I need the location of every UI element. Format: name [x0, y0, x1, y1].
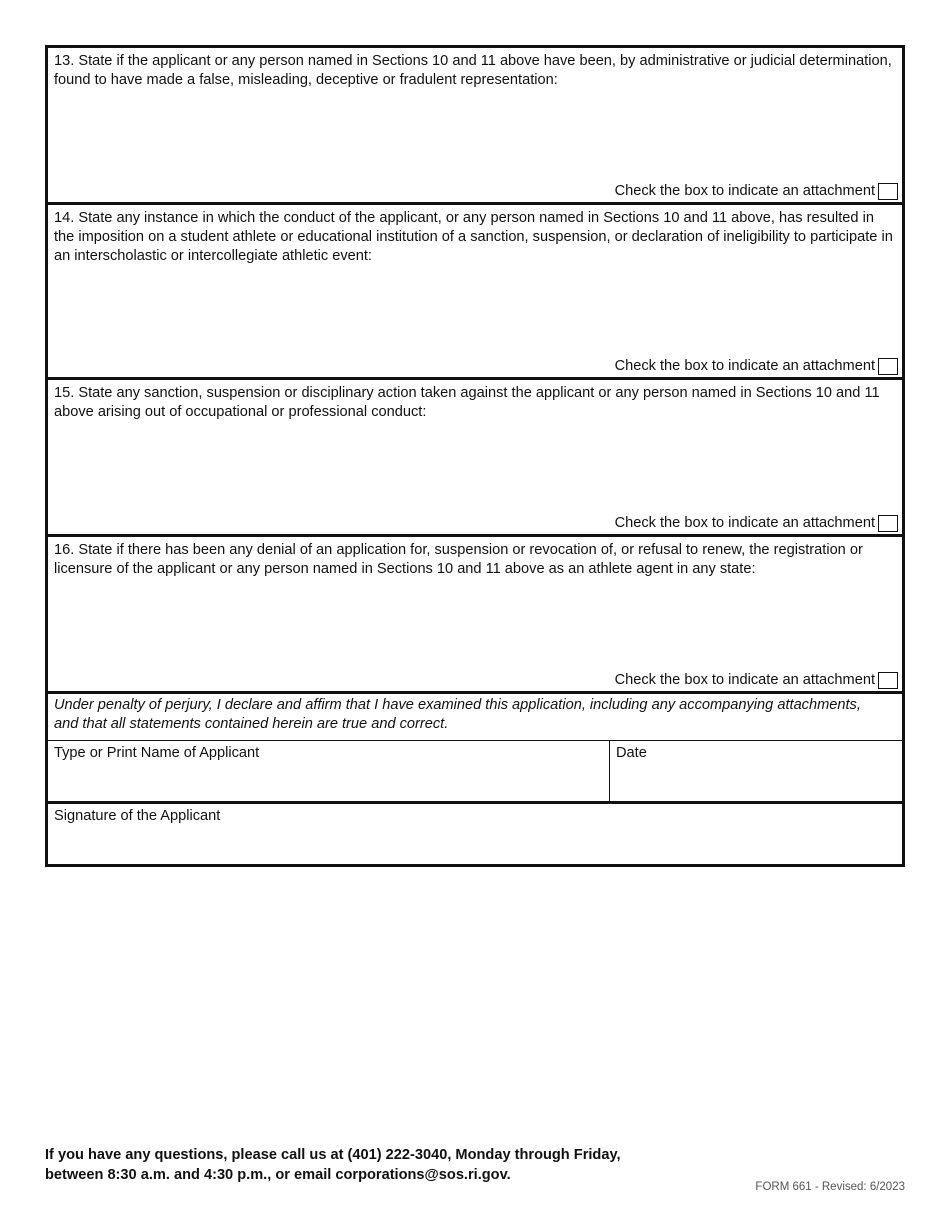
- contact-note: [45, 1146, 621, 1185]
- question-16-attachment: [615, 671, 898, 690]
- date-label: Date: [616, 745, 647, 761]
- applicant-signature-field[interactable]: [48, 804, 902, 864]
- question-14-attachment-label: Check the box to indicate an attachment: [614, 358, 875, 374]
- applicant-disclosure-form: [45, 45, 905, 867]
- question-14-text: 14. State any instance in which the conduct of the applicant, or any person named in Sections 10 and 11 above, has resulted in the imposition on a student athlete or educational institution of a sanction, suspension, or declaration of ineligibility to participate in an interscholastic or intercollegiate athletic event:: [54, 210, 893, 264]
- perjury-declaration: [48, 694, 902, 741]
- signature-row: [48, 804, 902, 864]
- question-16-attachment-checkbox[interactable]: [878, 672, 898, 689]
- question-15-text: 15. State any sanction, suspension or disciplinary action taken against the applicant or any person named in Sections 10 and 11 above arising out of occupational or professional conduct:: [54, 385, 880, 420]
- question-15-attachment-label: Check the box to indicate an attachment: [614, 515, 875, 531]
- applicant-signature-label: Signature of the Applicant: [54, 808, 221, 824]
- question-14-section: [48, 205, 902, 380]
- applicant-name-field[interactable]: [48, 741, 610, 801]
- question-14-attachment-checkbox[interactable]: [878, 358, 898, 375]
- question-13-section: [48, 48, 902, 205]
- question-13-attachment-checkbox[interactable]: [878, 183, 898, 200]
- question-13-attachment-label: Check the box to indicate an attachment: [614, 183, 875, 199]
- question-15-attachment-checkbox[interactable]: [878, 515, 898, 532]
- perjury-declaration-text: Under penalty of perjury, I declare and affirm that I have examined this application, including any accompanying attachments, and that all statements contained herein are true and correct.: [54, 697, 861, 732]
- question-13-attachment: [615, 182, 898, 201]
- applicant-name-label: Type or Print Name of Applicant: [54, 745, 260, 761]
- question-13-text: 13. State if the applicant or any person named in Sections 10 and 11 above have been, by administrative or judicial determination, found to have made a false, misleading, deceptive or fradulent representation:: [54, 53, 892, 88]
- name-date-row: [48, 741, 902, 804]
- question-16-section: [48, 537, 902, 694]
- question-14-attachment: [615, 357, 898, 376]
- question-15-attachment: [615, 514, 898, 533]
- question-15-section: [48, 380, 902, 537]
- question-16-text: 16. State if there has been any denial of an application for, suspension or revocation of, or refusal to renew, the registration or licensure of the applicant or any person named in Sections 10 and 11 above as an athlete agent in any state:: [54, 542, 863, 577]
- question-16-attachment-label: Check the box to indicate an attachment: [614, 672, 875, 688]
- date-field[interactable]: [610, 741, 902, 801]
- form-revision-label: FORM 661 - Revised: 6/2023: [755, 1181, 905, 1193]
- contact-note-line-1: If you have any questions, please call us at (401) 222-3040, Monday through Friday,: [45, 1147, 621, 1163]
- contact-note-line-2: between 8:30 a.m. and 4:30 p.m., or email corporations@sos.ri.gov.: [45, 1166, 511, 1183]
